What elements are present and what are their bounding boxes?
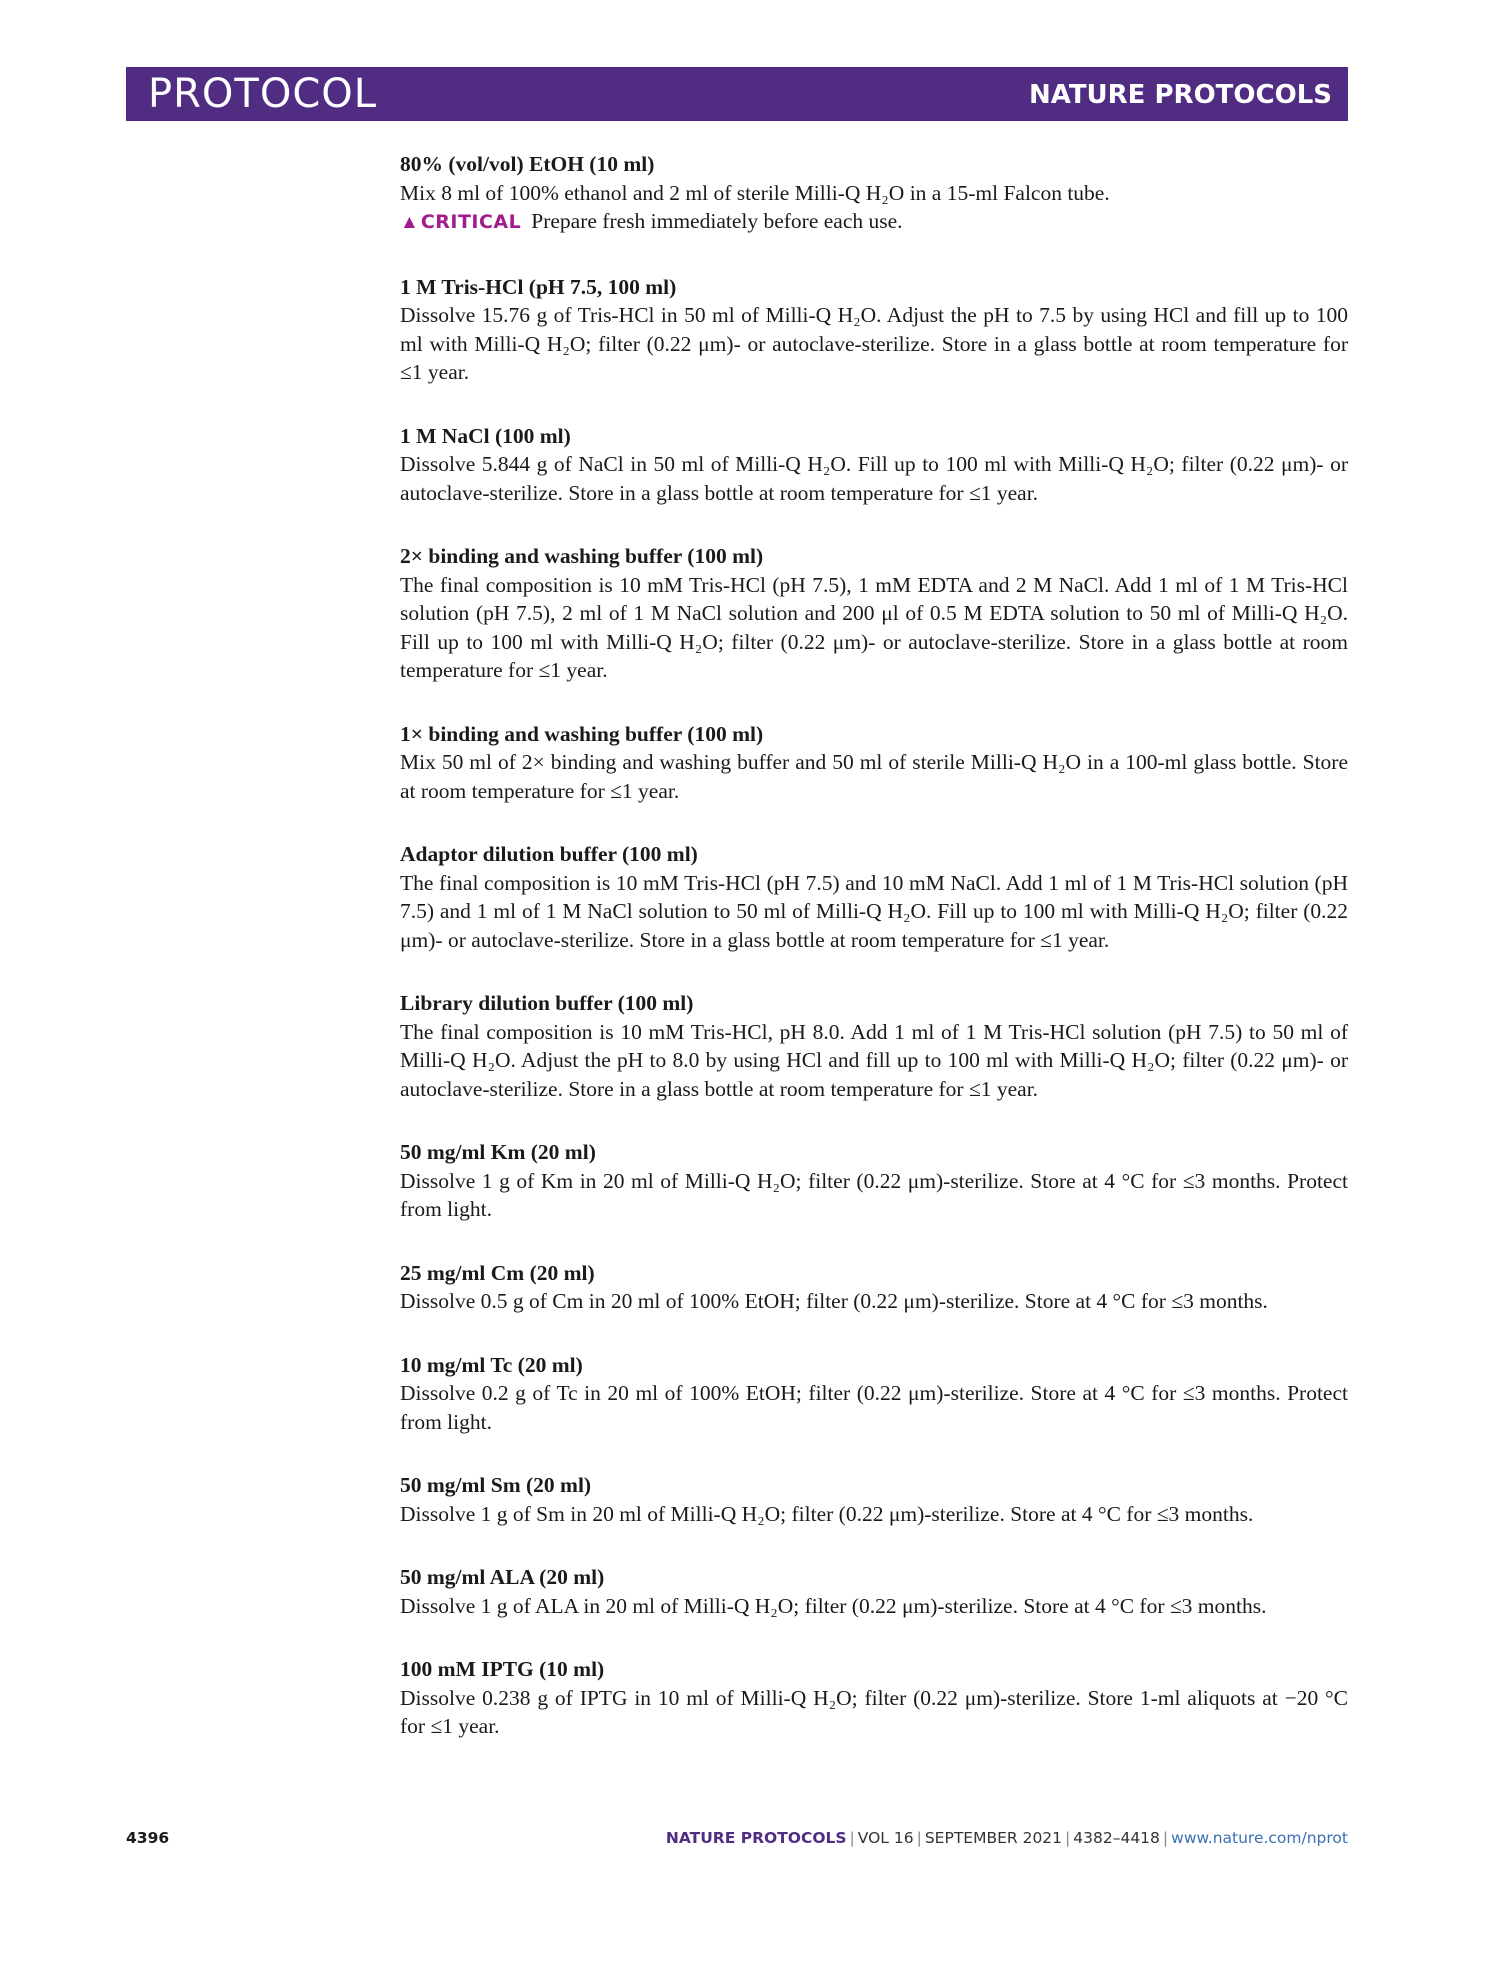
recipe-1x-binding-buffer [400, 720, 1348, 806]
page-number: 4396 [126, 1829, 170, 1847]
recipe-ethanol-80 [400, 150, 1348, 238]
recipe-title: 10 mg/ml Tc (20 ml) [400, 1352, 583, 1377]
recipe-body: The final composition is 10 mM Tris-HCl (pH 7.5) and 10 mM NaCl. Add 1 ml of 1 M Tris-HCl solution (pH 7.5) and 1 ml of 1 M NaCl solution to 50 ml of Milli-Q H₂O. Fill up to 100 ml with Milli-Q H₂O; filter (0.22 μm)- or autoclave-sterilize. Store in a glass bottle at room temperature for ≤1 year. [400, 870, 1348, 952]
recipe-ala [400, 1563, 1348, 1620]
recipe-adaptor-dilution-buffer [400, 840, 1348, 954]
recipe-title: 1 M Tris-HCl (pH 7.5, 100 ml) [400, 274, 677, 299]
recipe-title: 100 mM IPTG (10 ml) [400, 1657, 605, 1681]
recipe-body: Dissolve 5.844 g of NaCl in 50 ml of Milli-Q H₂O. Fill up to 100 ml with Milli-Q H₂O; filter (0.22 μm)- or autoclave-sterilize. Store in a glass bottle at room temperature for ≤1 year. [400, 452, 1348, 505]
recipe-body: Dissolve 1 g of Sm in 20 ml of Milli-Q H₂O; filter (0.22 μm)-sterilize. Store at 4 °C for ≤3 months. [400, 1501, 1254, 1526]
recipe-title: 25 mg/ml Cm (20 ml) [400, 1260, 595, 1285]
recipe-body: Dissolve 1 g of ALA in 20 ml of Milli-Q H₂O; filter (0.22 μm)-sterilize. Store at 4 °C for ≤3 months. [400, 1593, 1267, 1618]
recipe-2x-binding-buffer [400, 542, 1348, 685]
recipe-body: Dissolve 0.238 g of IPTG in 10 ml of Milli-Q H₂O; filter (0.22 μm)-sterilize. Store 1-ml aliquots at −20 °C for ≤1 year. [400, 1685, 1348, 1738]
recipe-tc [400, 1351, 1348, 1437]
footer-separator: | [916, 1829, 922, 1847]
journal-url-link[interactable]: www.nature.com/nprot [1171, 1829, 1348, 1847]
critical-triangle-icon: ▲ [400, 212, 419, 233]
running-header [126, 67, 1348, 121]
footer-separator: | [849, 1829, 855, 1847]
recipe-text: Mix 8 ml of 100% ethanol and 2 ml of sterile Milli-Q H₂O in a 15-ml Falcon tube. [400, 180, 1110, 205]
recipe-title: 1 M NaCl (100 ml) [400, 423, 571, 448]
recipe-body: Dissolve 15.76 g of Tris-HCl in 50 ml of Milli-Q H₂O. Adjust the pH to 7.5 by using HCl and fill up to 100 ml with Milli-Q H₂O; filter (0.22 μm)- or autoclave-sterilize. Store in a glass bottle at room temperature for ≤1 year. [400, 303, 1348, 384]
footer-pages: 4382–4418 [1073, 1829, 1160, 1847]
recipe-title: 2× binding and washing buffer (100 ml) [400, 544, 764, 568]
recipe-km [400, 1138, 1348, 1224]
recipe-body: Dissolve 0.5 g of Cm in 20 ml of 100% EtOH; filter (0.22 μm)-sterilize. Store at 4 °C for ≤3 months. [400, 1289, 1268, 1313]
recipe-body: Dissolve 1 g of Km in 20 ml of Milli-Q H₂O; filter (0.22 μm)-sterilize. Store at 4 °C for ≤3 months. Protect from light. [400, 1168, 1348, 1221]
recipe-library-dilution-buffer [400, 989, 1348, 1103]
journal-name-header: NATURE PROTOCOLS [1028, 80, 1332, 110]
recipe-body: Dissolve 0.2 g of Tc in 20 ml of 100% EtOH; filter (0.22 μm)-sterilize. Store at 4 °C for ≤3 months. Protect from light. [400, 1381, 1348, 1434]
recipe-nacl [400, 422, 1348, 508]
footer-journal-name: NATURE PROTOCOLS [665, 1829, 847, 1847]
recipe-tris-hcl [400, 273, 1348, 387]
recipe-title: Adaptor dilution buffer (100 ml) [400, 842, 698, 866]
recipe-title: 80% (vol/vol) EtOH (10 ml) [400, 152, 655, 176]
recipe-title: 50 mg/ml Sm (20 ml) [400, 1473, 592, 1497]
footer-volume: VOL 16 [857, 1829, 914, 1847]
recipe-title: Library dilution buffer (100 ml) [400, 991, 694, 1015]
footer-separator: | [1065, 1829, 1071, 1847]
critical-note: Prepare fresh immediately before each use. [531, 209, 903, 233]
recipe-body: The final composition is 10 mM Tris-HCl (pH 7.5), 1 mM EDTA and 2 M NaCl. Add 1 ml of 1 M Tris-HCl solution (pH 7.5), 2 ml of 1 M NaCl solution and 200 μl of 0.5 M EDTA solution to 50 ml of Milli-Q H₂O. Fill up to 100 ml with Milli-Q H₂O; filter (0.22 μm)- or autoclave-sterilize. Store in a glass bottle at room temperature for ≤1 year. [400, 572, 1348, 682]
recipe-title: 50 mg/ml Km (20 ml) [400, 1140, 596, 1164]
recipe-body: Mix 50 ml of 2× binding and washing buffer and 50 ml of sterile Milli-Q H₂O in a 100-ml glass bottle. Store at room temperature for ≤1 year. [400, 750, 1348, 803]
recipe-body [400, 179, 1348, 238]
recipe-cm [400, 1259, 1348, 1316]
critical-label: CRITICAL [420, 211, 522, 233]
citation-line [666, 1829, 1348, 1847]
recipe-title: 50 mg/ml ALA (20 ml) [400, 1565, 605, 1589]
footer-separator: | [1162, 1829, 1169, 1847]
recipe-iptg [400, 1655, 1348, 1741]
recipe-sm [400, 1471, 1348, 1528]
reagent-setup-list [400, 150, 1348, 1776]
section-type-label: PROTOCOL [148, 71, 378, 117]
recipe-title: 1× binding and washing buffer (100 ml) [400, 721, 764, 746]
page-footer [126, 1829, 1348, 1853]
recipe-body: The final composition is 10 mM Tris-HCl, pH 8.0. Add 1 ml of 1 M Tris-HCl solution (pH 7.5) to 50 ml of Milli-Q H₂O. Adjust the pH to 8.0 by using HCl and fill up to 100 ml with Milli-Q H₂O; filter (0.22 μm)- or autoclave-sterilize. Store in a glass bottle at room temperature for ≤1 year. [400, 1019, 1348, 1101]
footer-date: SEPTEMBER 2021 [924, 1829, 1063, 1847]
